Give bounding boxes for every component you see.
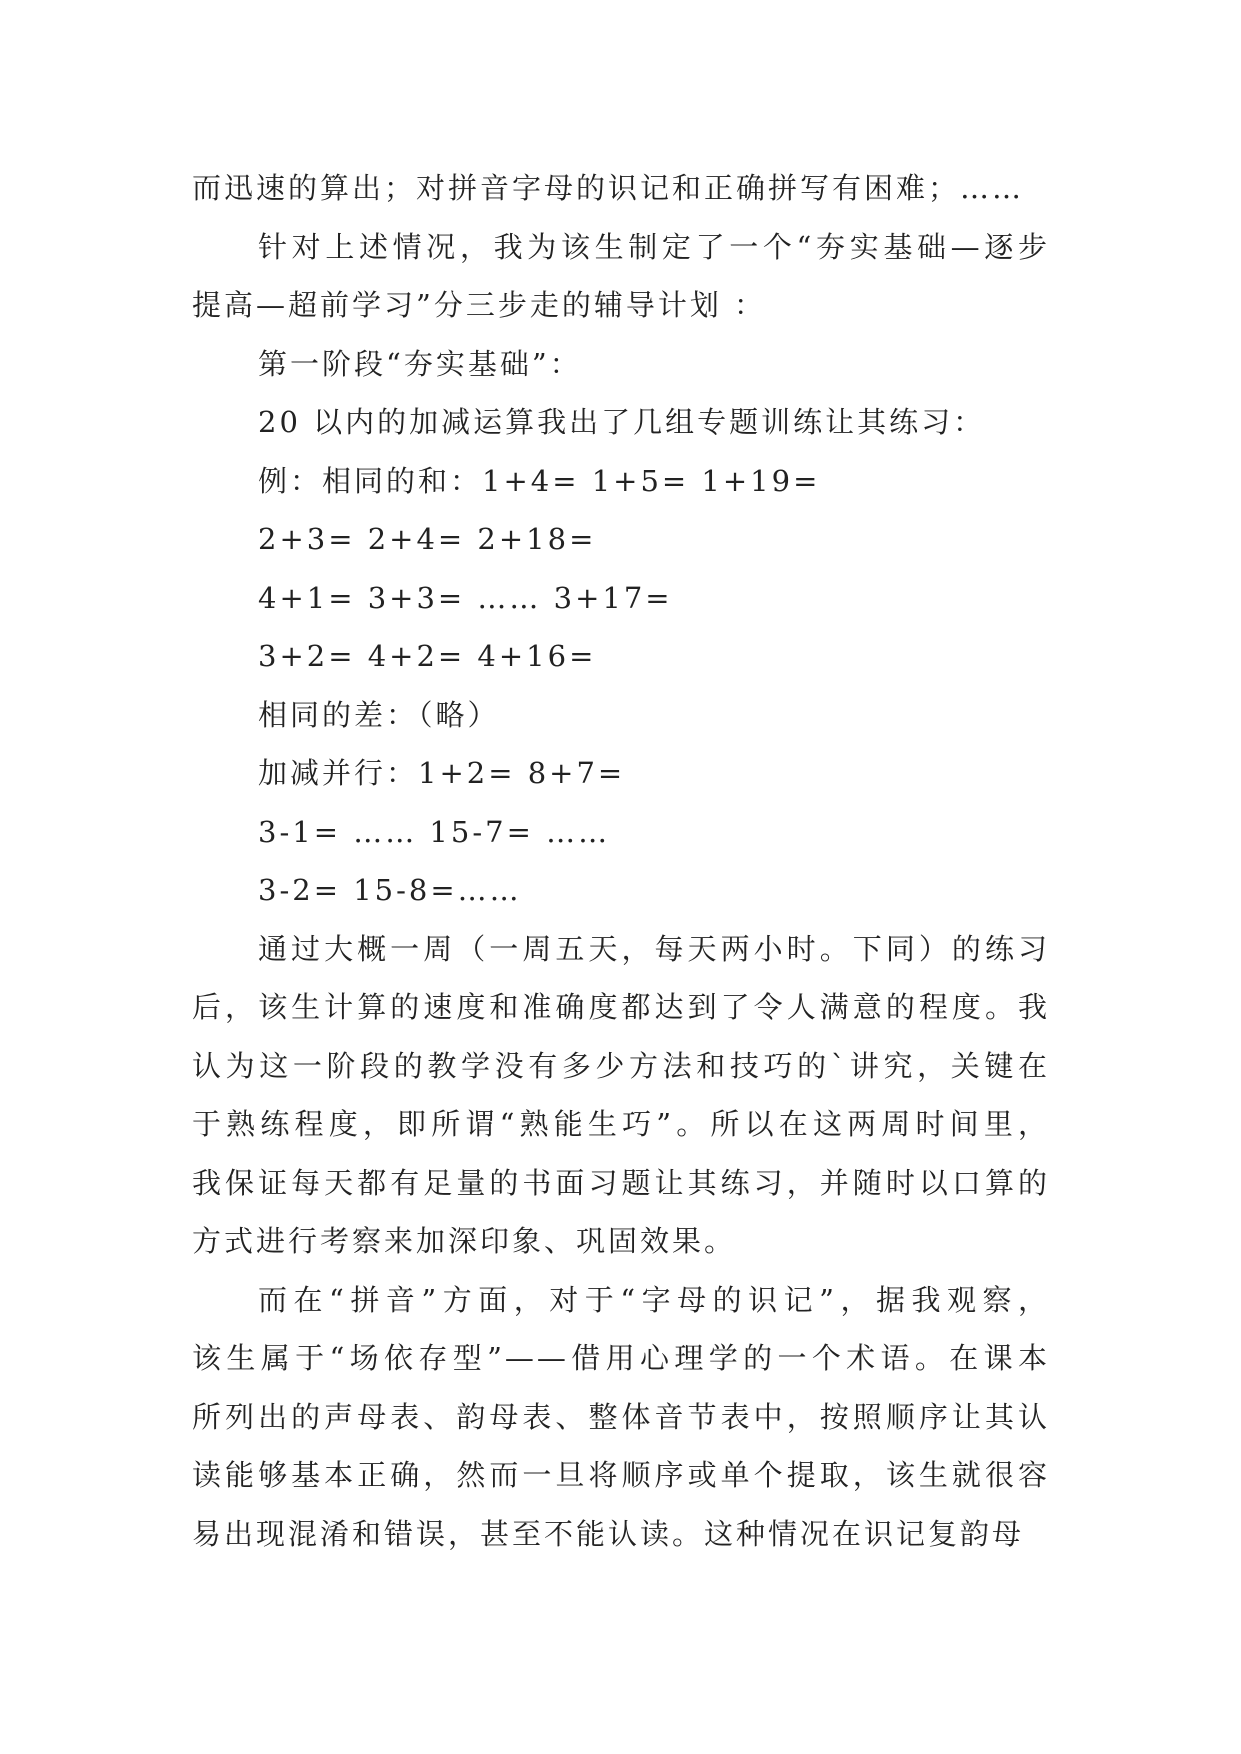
- text-line: 20 以内的加减运算我出了几组专题训练让其练习：: [258, 405, 986, 439]
- paragraph: [192, 627, 1050, 686]
- paragraph: [192, 218, 1050, 335]
- text-line: 后，该生计算的速度和准确度都达到了令人满意的程度。我: [192, 990, 1050, 1024]
- text-line: 4+1= 3+3= …… 3+17=: [258, 580, 673, 615]
- continued-text-line: 而迅速的算出；对拼音字母的识记和正确拼写有困难；……: [192, 171, 1025, 205]
- text-line: 提高—超前学习”分三步走的辅导计划 ：: [192, 288, 767, 322]
- paragraph: [192, 686, 1050, 745]
- text-line: 于熟练程度，即所谓“熟能生巧”。所以在这两周时间里，: [192, 1107, 1050, 1141]
- text-line: 方式进行考察来加深印象、巩固效果。: [192, 1224, 737, 1258]
- text-line: 3-2= 15-8=……: [258, 873, 522, 907]
- text-line: 第一阶段“夯实基础”：: [258, 346, 582, 381]
- text-line: 所列出的声母表、韵母表、整体音节表中，按照顺序让其认: [192, 1399, 1050, 1434]
- text-line: 该生属于“场依存型”——借用心理学的一个术语。在课本: [192, 1341, 1050, 1375]
- text-line: 我保证每天都有足量的书面习题让其练习，并随时以口算的: [192, 1165, 1050, 1200]
- paragraph: [192, 393, 1050, 452]
- text-line: 3+2= 4+2= 4+16=: [258, 639, 597, 673]
- text-line: 通过大概一周（一周五天，每天两小时。下同）的练习: [258, 931, 1050, 966]
- paragraph: [192, 920, 1050, 1271]
- paragraph: [192, 335, 1050, 394]
- text-line: 3-1= …… 15-7= ……: [258, 814, 611, 849]
- text-line: 易出现混淆和错误，甚至不能认读。这种情况在识记复韵母: [192, 1516, 1025, 1551]
- paragraph: [192, 1271, 1050, 1564]
- text-line: 加减并行：1+2= 8+7=: [258, 756, 626, 790]
- text-line: 认为这一阶段的教学没有多少方法和技巧的`讲究，关键在: [192, 1048, 1050, 1083]
- paragraph: [192, 803, 1050, 862]
- document-body: [192, 159, 1050, 1563]
- text-line: 例：相同的和：1+4= 1+5= 1+19=: [258, 463, 821, 498]
- paragraph: [192, 510, 1050, 569]
- paragraph: [192, 861, 1050, 920]
- paragraph: [192, 744, 1050, 803]
- text-line: 相同的差：（略）: [258, 697, 500, 732]
- text-line: 2+3= 2+4= 2+18=: [258, 522, 597, 556]
- paragraph: [192, 569, 1050, 628]
- text-line: 读能够基本正确，然而一旦将顺序或单个提取，该生就很容: [192, 1458, 1050, 1492]
- paragraph: [192, 452, 1050, 511]
- text-line: 而在“拼音”方面，对于“字母的识记”，据我观察，: [258, 1282, 1050, 1317]
- text-line: 针对上述情况，我为该生制定了一个“夯实基础—逐步: [258, 229, 1050, 264]
